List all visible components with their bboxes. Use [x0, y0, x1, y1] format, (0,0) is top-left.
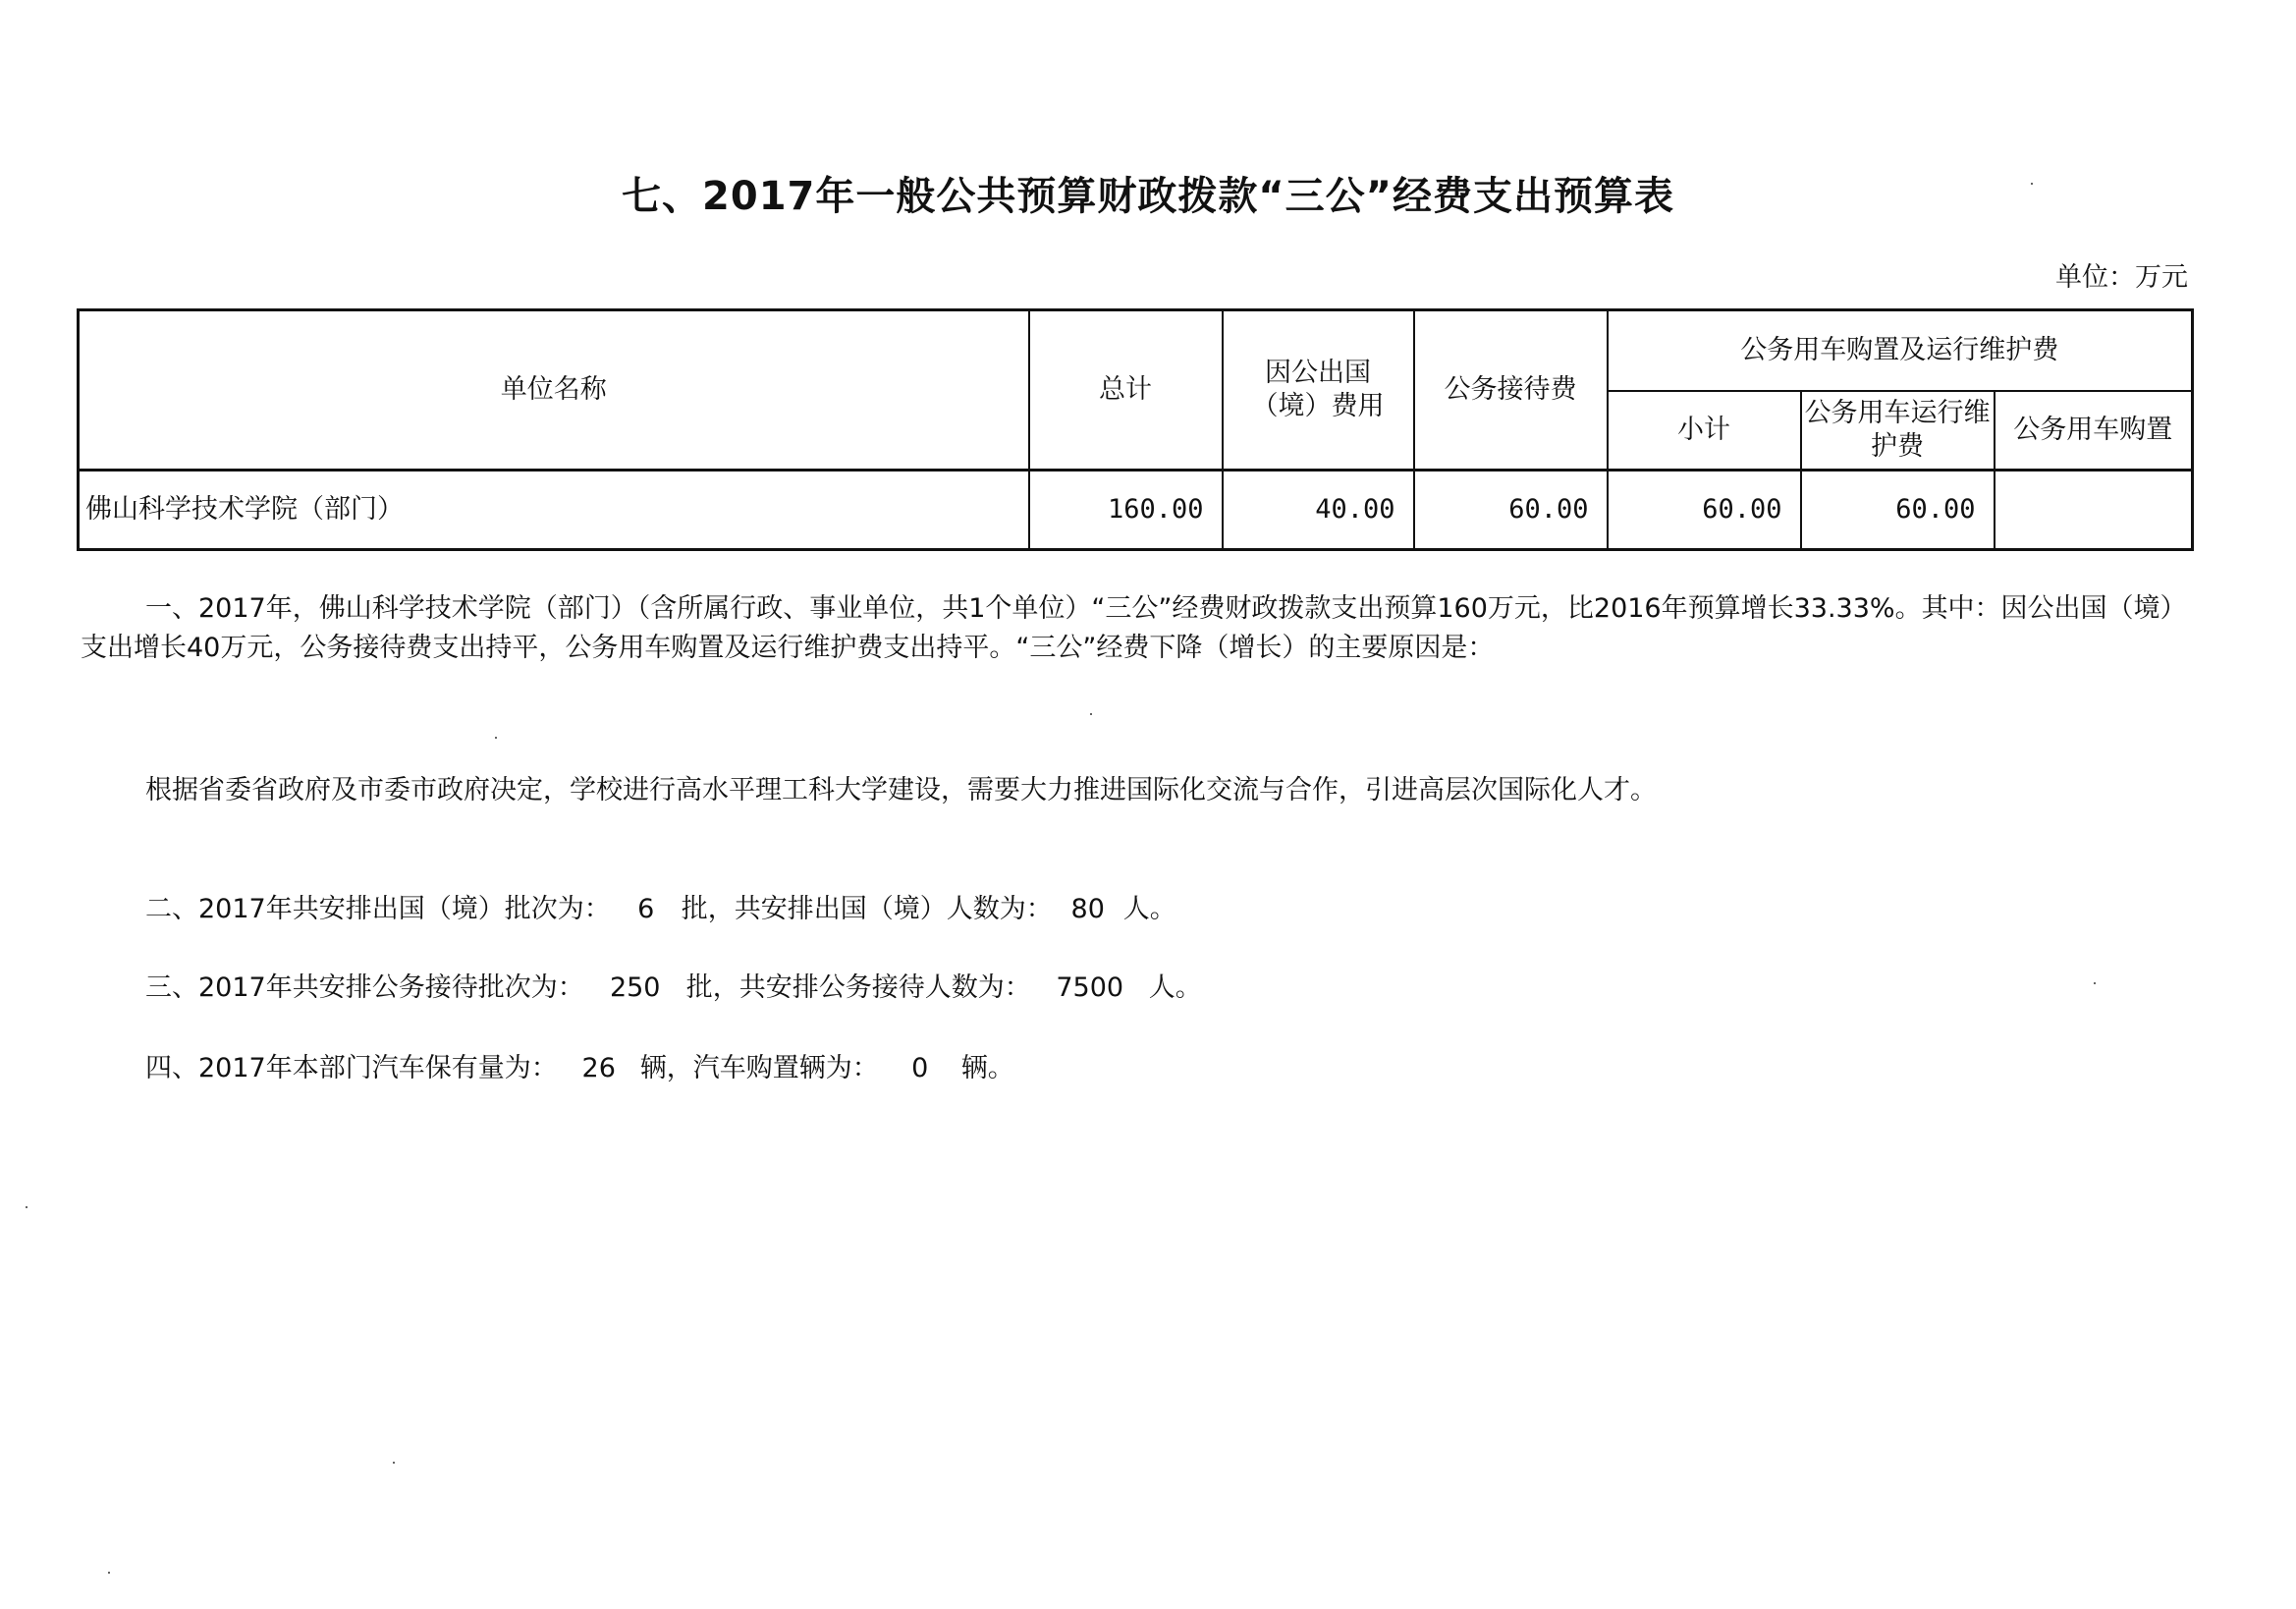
scan-speck [108, 1572, 110, 1574]
scan-speck [2094, 982, 2096, 984]
overseas-batches-value: 6 [637, 894, 655, 924]
header-subtotal: 小计 [1608, 391, 1801, 471]
header-unit-name: 单位名称 [79, 310, 1029, 471]
vehicle-stats-suffix: 辆。 [960, 1053, 1014, 1083]
header-overseas [1223, 310, 1414, 471]
overseas-stats-suffix: 人。 [1122, 894, 1176, 924]
overseas-people-value: 80 [1070, 894, 1105, 924]
vehicle-stats-prefix: 四、2017年本部门汽车保有量为： [145, 1053, 558, 1083]
header-overseas-label: 因公出国（境）费用 [1251, 358, 1385, 421]
cell-vehicle-operation: 60.00 [1801, 471, 1995, 550]
budget-table [77, 308, 2194, 551]
cell-overseas: 40.00 [1223, 471, 1414, 550]
page-title: 七、2017年一般公共预算财政拨款“三公”经费支出预算表 [622, 174, 1674, 219]
table-header-row [79, 310, 2193, 392]
vehicle-stats-middle: 辆，汽车购置辆为： [639, 1053, 879, 1083]
scan-speck [393, 1462, 395, 1464]
scan-speck [2031, 183, 2033, 185]
reception-stats-line [145, 969, 1202, 1008]
unit-label: 单位：万元 [2055, 262, 2188, 293]
reception-people-value: 7500 [1056, 972, 1124, 1003]
cell-reception: 60.00 [1414, 471, 1608, 550]
vehicle-count-value: 26 [581, 1053, 616, 1083]
header-vehicle-purchase: 公务用车购置 [1995, 391, 2193, 471]
scan-speck [26, 1206, 27, 1208]
overseas-stats-line [145, 890, 1176, 929]
vehicle-purchased-value: 0 [911, 1053, 929, 1083]
reception-stats-middle: 批，共安排公务接待人数为： [685, 972, 1031, 1003]
reception-stats-suffix: 人。 [1148, 972, 1202, 1003]
summary-paragraph: 一、2017年，佛山科学技术学院（部门）（含所属行政、事业单位，共1个单位）“三公”经费财政拨款支出预算160万元，比2016年预算增长33.33%。其中：因公出国（境）支出增长40万元，公务接待费支出持平，公务用车购置及运行维护费支出持平。“三公”经费下降（增长）的主要原因是： [81, 593, 2187, 663]
table-row [79, 471, 2193, 550]
header-vehicle-operation [1801, 391, 1995, 471]
scan-speck [495, 737, 497, 739]
header-total: 总计 [1029, 310, 1223, 471]
cell-vehicle-purchase [1995, 471, 2193, 550]
scan-speck [1090, 713, 1092, 715]
header-reception: 公务接待费 [1414, 310, 1608, 471]
cell-subtotal: 60.00 [1608, 471, 1801, 550]
reception-stats-prefix: 三、2017年共安排公务接待批次为： [145, 972, 584, 1003]
vehicle-stats-line [145, 1049, 1014, 1088]
overseas-stats-prefix: 二、2017年共安排出国（境）批次为： [145, 894, 611, 924]
cell-unit-name: 佛山科学技术学院（部门） [79, 471, 1029, 550]
header-vehicle-group: 公务用车购置及运行维护费 [1608, 310, 2193, 392]
reason-paragraph: 根据省委省政府及市委市政府决定，学校进行高水平理工科大学建设，需要大力推进国际化交流与合作，引进高层次国际化人才。 [145, 775, 1657, 805]
cell-total: 160.00 [1029, 471, 1223, 550]
overseas-stats-middle: 批，共安排出国（境）人数为： [681, 894, 1053, 924]
reception-batches-value: 250 [609, 972, 661, 1003]
header-vehicle-operation-label: 公务用车运行维护费 [1804, 398, 1991, 462]
